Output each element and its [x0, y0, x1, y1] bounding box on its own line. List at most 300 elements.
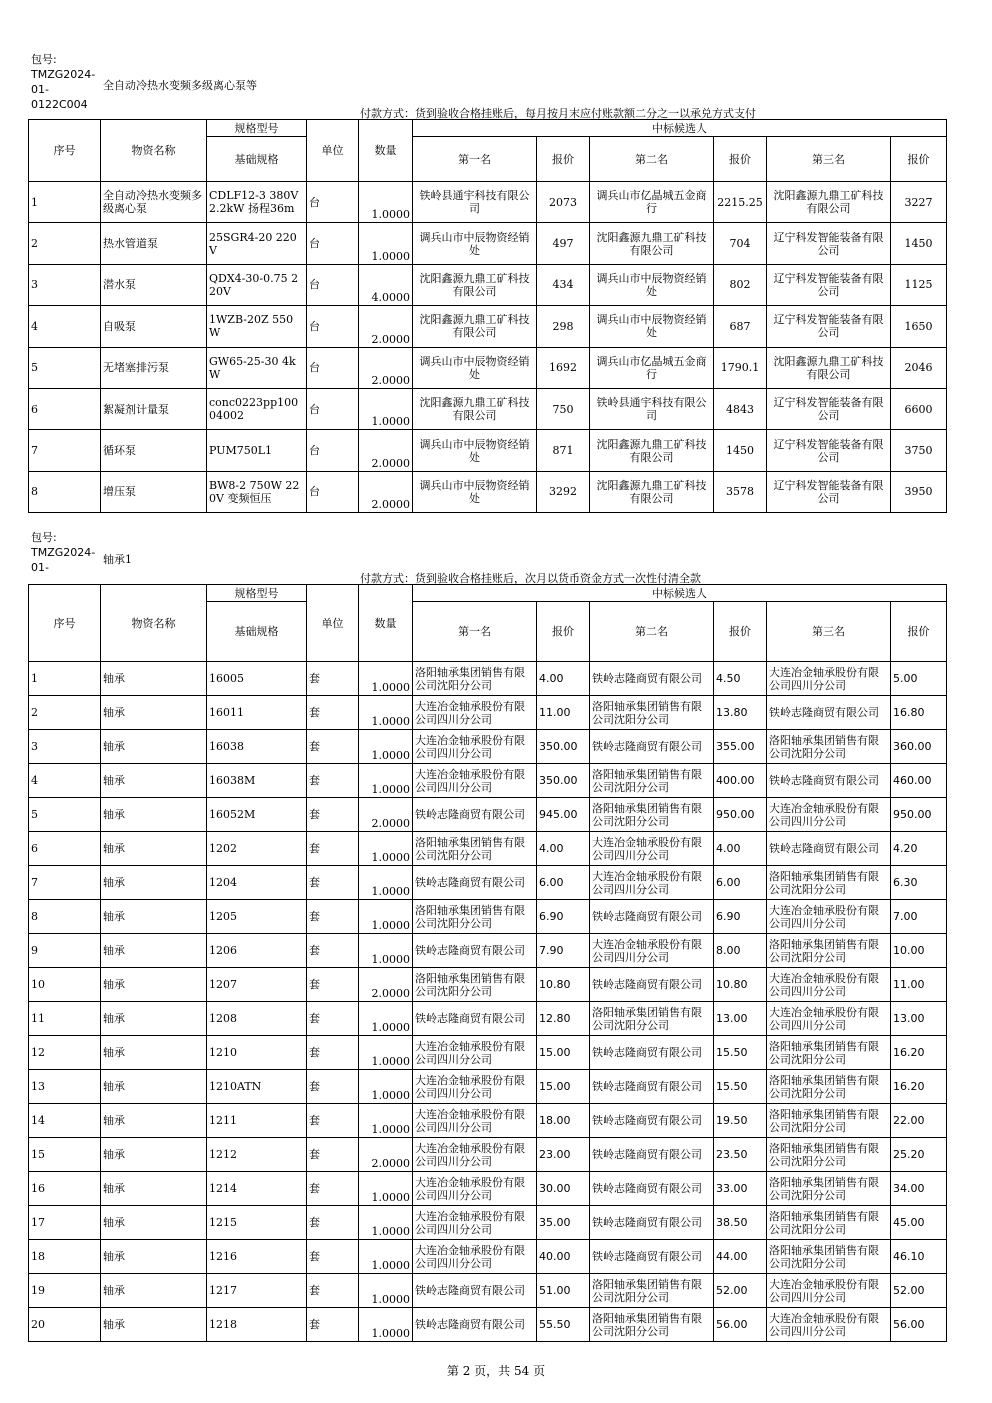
table-row — [29, 1104, 947, 1138]
table-row — [29, 223, 947, 264]
header-price-3: 报价 — [891, 602, 947, 662]
row-seq: 16 — [29, 1172, 101, 1206]
row-price-1: 871 — [537, 430, 590, 471]
row-unit: 台 — [307, 430, 359, 471]
row-name: 轴承 — [101, 1206, 207, 1240]
row-name: 轴承 — [101, 1036, 207, 1070]
pkg-code-1-line3: 0122C004 — [31, 98, 88, 111]
row-spec: PUM750L1 — [207, 430, 307, 471]
row-price-3: 52.00 — [891, 1274, 947, 1308]
row-candidate-1: 沈阳鑫源九鼎工矿科技有限公司 — [413, 306, 537, 347]
pkg-code-1-line2: 01- — [31, 83, 49, 96]
row-candidate-3: 辽宁科发智能装备有限公司 — [767, 388, 891, 429]
row-candidate-3: 辽宁科发智能装备有限公司 — [767, 471, 891, 512]
row-seq: 4 — [29, 306, 101, 347]
row-unit: 套 — [307, 798, 359, 832]
row-unit: 套 — [307, 662, 359, 696]
row-name: 轴承 — [101, 696, 207, 730]
row-qty: 1.0000 — [359, 866, 413, 900]
row-seq: 2 — [29, 696, 101, 730]
header-first: 第一名 — [413, 602, 537, 662]
row-price-3: 16.20 — [891, 1036, 947, 1070]
row-seq: 7 — [29, 430, 101, 471]
row-seq: 3 — [29, 264, 101, 305]
table-row — [29, 730, 947, 764]
table-row — [29, 696, 947, 730]
row-spec: 1204 — [207, 866, 307, 900]
table-row — [29, 306, 947, 347]
row-price-3: 360.00 — [891, 730, 947, 764]
table-row — [29, 430, 947, 471]
pkg-name-2: 轴承1 — [103, 553, 132, 566]
row-price-3: 10.00 — [891, 934, 947, 968]
row-candidate-3: 洛阳轴承集团销售有限公司沈阳分公司 — [767, 1138, 891, 1172]
row-spec: 1206 — [207, 934, 307, 968]
row-name: 热水管道泵 — [101, 223, 207, 264]
row-qty: 1.0000 — [359, 1172, 413, 1206]
row-price-1: 4.00 — [537, 832, 590, 866]
row-name: 循环泵 — [101, 430, 207, 471]
row-name: 轴承 — [101, 1308, 207, 1342]
row-name: 轴承 — [101, 934, 207, 968]
row-unit: 套 — [307, 1002, 359, 1036]
row-price-2: 687 — [714, 306, 767, 347]
header-price-3: 报价 — [891, 137, 947, 182]
bid-table-2 — [28, 584, 947, 1342]
row-candidate-2: 铁岭志隆商贸有限公司 — [590, 662, 714, 696]
row-price-3: 460.00 — [891, 764, 947, 798]
row-price-2: 950.00 — [714, 798, 767, 832]
row-seq: 11 — [29, 1002, 101, 1036]
row-name: 轴承 — [101, 798, 207, 832]
row-candidate-2: 沈阳鑫源九鼎工矿科技有限公司 — [590, 223, 714, 264]
row-candidate-3: 洛阳轴承集团销售有限公司沈阳分公司 — [767, 1172, 891, 1206]
table-row — [29, 1172, 947, 1206]
row-price-2: 1790.1 — [714, 347, 767, 388]
row-price-2: 802 — [714, 264, 767, 305]
row-name: 轴承 — [101, 1070, 207, 1104]
row-name: 轴承 — [101, 1002, 207, 1036]
row-unit: 台 — [307, 264, 359, 305]
row-spec: 1215 — [207, 1206, 307, 1240]
row-seq: 19 — [29, 1274, 101, 1308]
row-price-3: 1450 — [891, 223, 947, 264]
row-unit: 套 — [307, 1206, 359, 1240]
row-candidate-3: 大连冶金轴承股份有限公司四川分公司 — [767, 1274, 891, 1308]
row-price-3: 45.00 — [891, 1206, 947, 1240]
row-candidate-2: 铁岭志隆商贸有限公司 — [590, 1104, 714, 1138]
row-name: 轴承 — [101, 1104, 207, 1138]
row-name: 轴承 — [101, 1274, 207, 1308]
row-name: 轴承 — [101, 662, 207, 696]
row-name: 全自动冷热水变频多级离心泵 — [101, 182, 207, 223]
header-seq: 序号 — [29, 585, 101, 662]
row-unit: 套 — [307, 1104, 359, 1138]
row-candidate-2: 洛阳轴承集团销售有限公司沈阳分公司 — [590, 1308, 714, 1342]
row-candidate-3: 洛阳轴承集团销售有限公司沈阳分公司 — [767, 730, 891, 764]
row-price-2: 13.00 — [714, 1002, 767, 1036]
pkg-label-1: 包号: — [31, 53, 57, 66]
row-price-3: 1125 — [891, 264, 947, 305]
row-price-2: 10.80 — [714, 968, 767, 1002]
row-candidate-2: 洛阳轴承集团销售有限公司沈阳分公司 — [590, 1274, 714, 1308]
row-unit: 套 — [307, 730, 359, 764]
row-price-1: 18.00 — [537, 1104, 590, 1138]
row-price-1: 30.00 — [537, 1172, 590, 1206]
table-row — [29, 1036, 947, 1070]
row-price-1: 4.00 — [537, 662, 590, 696]
table-row — [29, 662, 947, 696]
row-spec: CDLF12-3 380V 2.2kW 扬程36m — [207, 182, 307, 223]
row-qty: 1.0000 — [359, 730, 413, 764]
row-spec: BW8-2 750W 220V 变频恒压 — [207, 471, 307, 512]
row-price-3: 7.00 — [891, 900, 947, 934]
header-price-1: 报价 — [537, 602, 590, 662]
row-price-2: 4.50 — [714, 662, 767, 696]
row-candidate-1: 调兵山市中辰物资经销处 — [413, 430, 537, 471]
row-spec: 1212 — [207, 1138, 307, 1172]
header-spec-group: 规格型号 — [207, 585, 307, 602]
row-price-2: 400.00 — [714, 764, 767, 798]
row-candidate-2: 洛阳轴承集团销售有限公司沈阳分公司 — [590, 696, 714, 730]
row-candidate-1: 铁岭志隆商贸有限公司 — [413, 1274, 537, 1308]
row-name: 轴承 — [101, 1240, 207, 1274]
table-row — [29, 764, 947, 798]
row-candidate-1: 调兵山市中辰物资经销处 — [413, 223, 537, 264]
header-first: 第一名 — [413, 137, 537, 182]
row-seq: 5 — [29, 347, 101, 388]
row-candidate-1: 铁岭志隆商贸有限公司 — [413, 1002, 537, 1036]
row-spec: 16038 — [207, 730, 307, 764]
table-row — [29, 1308, 947, 1342]
row-seq: 1 — [29, 182, 101, 223]
row-seq: 8 — [29, 900, 101, 934]
row-candidate-3: 大连冶金轴承股份有限公司四川分公司 — [767, 662, 891, 696]
row-candidate-3: 辽宁科发智能装备有限公司 — [767, 430, 891, 471]
row-candidate-3: 大连冶金轴承股份有限公司四川分公司 — [767, 1002, 891, 1036]
row-candidate-3: 沈阳鑫源九鼎工矿科技有限公司 — [767, 347, 891, 388]
row-candidate-3: 大连冶金轴承股份有限公司四川分公司 — [767, 900, 891, 934]
row-name: 轴承 — [101, 832, 207, 866]
row-seq: 2 — [29, 223, 101, 264]
row-price-3: 3950 — [891, 471, 947, 512]
row-qty: 1.0000 — [359, 934, 413, 968]
header-candidates: 中标候选人 — [413, 585, 947, 602]
table-row — [29, 388, 947, 429]
row-candidate-1: 大连冶金轴承股份有限公司四川分公司 — [413, 1172, 537, 1206]
row-price-1: 51.00 — [537, 1274, 590, 1308]
page-footer: 第 2 页，共 54 页 — [446, 1364, 546, 1378]
row-seq: 8 — [29, 471, 101, 512]
row-price-2: 13.80 — [714, 696, 767, 730]
row-price-2: 19.50 — [714, 1104, 767, 1138]
row-price-1: 350.00 — [537, 730, 590, 764]
row-seq: 17 — [29, 1206, 101, 1240]
row-candidate-2: 洛阳轴承集团销售有限公司沈阳分公司 — [590, 1002, 714, 1036]
header-price-2: 报价 — [714, 602, 767, 662]
row-qty: 2.0000 — [359, 347, 413, 388]
row-seq: 12 — [29, 1036, 101, 1070]
row-candidate-2: 调兵山市亿晶城五金商行 — [590, 347, 714, 388]
row-seq: 6 — [29, 388, 101, 429]
bid-table-1 — [28, 119, 947, 513]
row-spec: 1202 — [207, 832, 307, 866]
row-unit: 套 — [307, 1172, 359, 1206]
row-candidate-3: 铁岭志隆商贸有限公司 — [767, 832, 891, 866]
table-row — [29, 934, 947, 968]
row-candidate-1: 大连冶金轴承股份有限公司四川分公司 — [413, 696, 537, 730]
row-spec: 16038M — [207, 764, 307, 798]
row-spec: 1207 — [207, 968, 307, 1002]
row-candidate-2: 沈阳鑫源九鼎工矿科技有限公司 — [590, 471, 714, 512]
row-qty: 1.0000 — [359, 1036, 413, 1070]
row-candidate-1: 大连冶金轴承股份有限公司四川分公司 — [413, 1138, 537, 1172]
table-row — [29, 1206, 947, 1240]
row-unit: 套 — [307, 764, 359, 798]
row-candidate-2: 铁岭志隆商贸有限公司 — [590, 1172, 714, 1206]
row-price-1: 15.00 — [537, 1036, 590, 1070]
table-row — [29, 832, 947, 866]
row-price-3: 46.10 — [891, 1240, 947, 1274]
header-third: 第三名 — [767, 602, 891, 662]
row-price-1: 350.00 — [537, 764, 590, 798]
row-qty: 1.0000 — [359, 662, 413, 696]
row-price-3: 13.00 — [891, 1002, 947, 1036]
row-unit: 套 — [307, 1036, 359, 1070]
row-qty: 1.0000 — [359, 1240, 413, 1274]
row-candidate-2: 洛阳轴承集团销售有限公司沈阳分公司 — [590, 764, 714, 798]
row-price-1: 298 — [537, 306, 590, 347]
row-unit: 套 — [307, 696, 359, 730]
header-name: 物资名称 — [101, 585, 207, 662]
row-unit: 套 — [307, 968, 359, 1002]
row-spec: 16011 — [207, 696, 307, 730]
row-unit: 套 — [307, 1240, 359, 1274]
row-price-3: 6600 — [891, 388, 947, 429]
row-spec: QDX4-30-0.75 220V — [207, 264, 307, 305]
row-spec: 16052M — [207, 798, 307, 832]
row-candidate-3: 洛阳轴承集团销售有限公司沈阳分公司 — [767, 1240, 891, 1274]
row-price-2: 6.90 — [714, 900, 767, 934]
row-price-2: 704 — [714, 223, 767, 264]
row-price-1: 434 — [537, 264, 590, 305]
row-candidate-1: 洛阳轴承集团销售有限公司沈阳分公司 — [413, 662, 537, 696]
row-unit: 套 — [307, 934, 359, 968]
header-price-1: 报价 — [537, 137, 590, 182]
row-candidate-2: 铁岭志隆商贸有限公司 — [590, 1206, 714, 1240]
row-price-3: 950.00 — [891, 798, 947, 832]
row-qty: 2.0000 — [359, 430, 413, 471]
row-price-3: 2046 — [891, 347, 947, 388]
row-price-1: 35.00 — [537, 1206, 590, 1240]
table-row — [29, 1240, 947, 1274]
row-name: 轴承 — [101, 900, 207, 934]
row-unit: 台 — [307, 306, 359, 347]
header-qty: 数量 — [359, 120, 413, 182]
table-row — [29, 1002, 947, 1036]
row-price-1: 23.00 — [537, 1138, 590, 1172]
row-candidate-3: 辽宁科发智能装备有限公司 — [767, 264, 891, 305]
row-name: 轴承 — [101, 968, 207, 1002]
row-qty: 2.0000 — [359, 1138, 413, 1172]
header-qty: 数量 — [359, 585, 413, 662]
row-spec: 25SGR4-20 220V — [207, 223, 307, 264]
table-row — [29, 471, 947, 512]
payment-terms-2: 付款方式：货到验收合格挂账后，次月以货币资金方式一次性付清全款 — [360, 572, 701, 585]
row-name: 轴承 — [101, 1138, 207, 1172]
row-candidate-1: 大连冶金轴承股份有限公司四川分公司 — [413, 1206, 537, 1240]
row-price-1: 6.00 — [537, 866, 590, 900]
row-candidate-1: 大连冶金轴承股份有限公司四川分公司 — [413, 764, 537, 798]
row-price-1: 1692 — [537, 347, 590, 388]
header-second: 第二名 — [590, 602, 714, 662]
row-price-2: 4843 — [714, 388, 767, 429]
row-price-3: 1650 — [891, 306, 947, 347]
row-candidate-1: 大连冶金轴承股份有限公司四川分公司 — [413, 1240, 537, 1274]
pkg-code-2-line1: TMZG2024- — [31, 546, 96, 559]
row-price-1: 12.80 — [537, 1002, 590, 1036]
row-price-1: 10.80 — [537, 968, 590, 1002]
row-candidate-1: 大连冶金轴承股份有限公司四川分公司 — [413, 1036, 537, 1070]
row-qty: 1.0000 — [359, 900, 413, 934]
row-candidate-1: 洛阳轴承集团销售有限公司沈阳分公司 — [413, 900, 537, 934]
row-qty: 2.0000 — [359, 306, 413, 347]
table-row — [29, 798, 947, 832]
row-qty: 1.0000 — [359, 1070, 413, 1104]
row-candidate-2: 铁岭志隆商贸有限公司 — [590, 730, 714, 764]
row-price-1: 945.00 — [537, 798, 590, 832]
row-seq: 4 — [29, 764, 101, 798]
row-candidate-3: 大连冶金轴承股份有限公司四川分公司 — [767, 968, 891, 1002]
row-name: 无堵塞排污泵 — [101, 347, 207, 388]
row-price-2: 56.00 — [714, 1308, 767, 1342]
row-price-2: 52.00 — [714, 1274, 767, 1308]
row-candidate-2: 调兵山市中辰物资经销处 — [590, 306, 714, 347]
header-third: 第三名 — [767, 137, 891, 182]
row-price-2: 44.00 — [714, 1240, 767, 1274]
row-price-3: 3750 — [891, 430, 947, 471]
row-price-3: 16.20 — [891, 1070, 947, 1104]
row-candidate-3: 大连冶金轴承股份有限公司四川分公司 — [767, 1308, 891, 1342]
row-price-2: 15.50 — [714, 1070, 767, 1104]
row-spec: 1211 — [207, 1104, 307, 1138]
row-candidate-2: 调兵山市亿晶城五金商行 — [590, 182, 714, 223]
header-unit: 单位 — [307, 120, 359, 182]
row-price-1: 7.90 — [537, 934, 590, 968]
row-candidate-3: 沈阳鑫源九鼎工矿科技有限公司 — [767, 182, 891, 223]
row-seq: 18 — [29, 1240, 101, 1274]
row-qty: 2.0000 — [359, 798, 413, 832]
row-spec: 1210 — [207, 1036, 307, 1070]
row-candidate-2: 铁岭志隆商贸有限公司 — [590, 900, 714, 934]
row-spec: 1214 — [207, 1172, 307, 1206]
row-spec: 1216 — [207, 1240, 307, 1274]
header-candidates: 中标候选人 — [413, 120, 947, 137]
row-candidate-1: 铁岭县通宇科技有限公司 — [413, 182, 537, 223]
row-unit: 套 — [307, 900, 359, 934]
row-spec: 1205 — [207, 900, 307, 934]
row-candidate-3: 铁岭志隆商贸有限公司 — [767, 764, 891, 798]
row-candidate-2: 洛阳轴承集团销售有限公司沈阳分公司 — [590, 798, 714, 832]
row-qty: 1.0000 — [359, 388, 413, 429]
row-price-1: 55.50 — [537, 1308, 590, 1342]
row-spec: 1WZB-20Z 550W — [207, 306, 307, 347]
row-candidate-3: 洛阳轴承集团销售有限公司沈阳分公司 — [767, 1070, 891, 1104]
row-seq: 5 — [29, 798, 101, 832]
row-qty: 1.0000 — [359, 1104, 413, 1138]
row-candidate-3: 洛阳轴承集团销售有限公司沈阳分公司 — [767, 1206, 891, 1240]
row-price-3: 34.00 — [891, 1172, 947, 1206]
row-name: 轴承 — [101, 1172, 207, 1206]
header-second: 第二名 — [590, 137, 714, 182]
row-price-3: 5.00 — [891, 662, 947, 696]
row-price-2: 2215.25 — [714, 182, 767, 223]
row-seq: 10 — [29, 968, 101, 1002]
row-name: 自吸泵 — [101, 306, 207, 347]
row-seq: 1 — [29, 662, 101, 696]
row-candidate-1: 大连冶金轴承股份有限公司四川分公司 — [413, 1104, 537, 1138]
table-row — [29, 264, 947, 305]
row-unit: 套 — [307, 832, 359, 866]
row-price-3: 4.20 — [891, 832, 947, 866]
row-candidate-2: 大连冶金轴承股份有限公司四川分公司 — [590, 866, 714, 900]
row-unit: 套 — [307, 866, 359, 900]
header-spec: 基础规格 — [207, 137, 307, 182]
row-price-3: 16.80 — [891, 696, 947, 730]
row-price-1: 15.00 — [537, 1070, 590, 1104]
row-candidate-1: 铁岭志隆商贸有限公司 — [413, 798, 537, 832]
row-spec: 1218 — [207, 1308, 307, 1342]
row-candidate-2: 大连冶金轴承股份有限公司四川分公司 — [590, 832, 714, 866]
row-spec: GW65-25-30 4kW — [207, 347, 307, 388]
table-row — [29, 968, 947, 1002]
table-row — [29, 347, 947, 388]
table-row — [29, 1274, 947, 1308]
row-candidate-1: 洛阳轴承集团销售有限公司沈阳分公司 — [413, 968, 537, 1002]
row-price-2: 355.00 — [714, 730, 767, 764]
row-price-1: 11.00 — [537, 696, 590, 730]
row-price-2: 8.00 — [714, 934, 767, 968]
row-candidate-1: 铁岭志隆商贸有限公司 — [413, 934, 537, 968]
row-candidate-1: 铁岭志隆商贸有限公司 — [413, 1308, 537, 1342]
row-candidate-2: 调兵山市中辰物资经销处 — [590, 264, 714, 305]
row-price-3: 6.30 — [891, 866, 947, 900]
row-candidate-3: 大连冶金轴承股份有限公司四川分公司 — [767, 798, 891, 832]
row-candidate-1: 铁岭志隆商贸有限公司 — [413, 866, 537, 900]
row-price-1: 40.00 — [537, 1240, 590, 1274]
row-unit: 台 — [307, 388, 359, 429]
row-qty: 1.0000 — [359, 696, 413, 730]
row-seq: 7 — [29, 866, 101, 900]
row-unit: 台 — [307, 223, 359, 264]
header-price-2: 报价 — [714, 137, 767, 182]
row-price-2: 4.00 — [714, 832, 767, 866]
row-unit: 套 — [307, 1138, 359, 1172]
row-price-1: 3292 — [537, 471, 590, 512]
table-row — [29, 900, 947, 934]
row-candidate-1: 调兵山市中辰物资经销处 — [413, 347, 537, 388]
row-price-1: 750 — [537, 388, 590, 429]
row-unit: 台 — [307, 347, 359, 388]
row-candidate-2: 铁岭志隆商贸有限公司 — [590, 1070, 714, 1104]
row-candidate-1: 大连冶金轴承股份有限公司四川分公司 — [413, 1070, 537, 1104]
row-qty: 4.0000 — [359, 264, 413, 305]
row-name: 絮凝剂计量泵 — [101, 388, 207, 429]
row-spec: 16005 — [207, 662, 307, 696]
row-candidate-2: 铁岭志隆商贸有限公司 — [590, 968, 714, 1002]
table-row — [29, 182, 947, 223]
row-name: 轴承 — [101, 866, 207, 900]
